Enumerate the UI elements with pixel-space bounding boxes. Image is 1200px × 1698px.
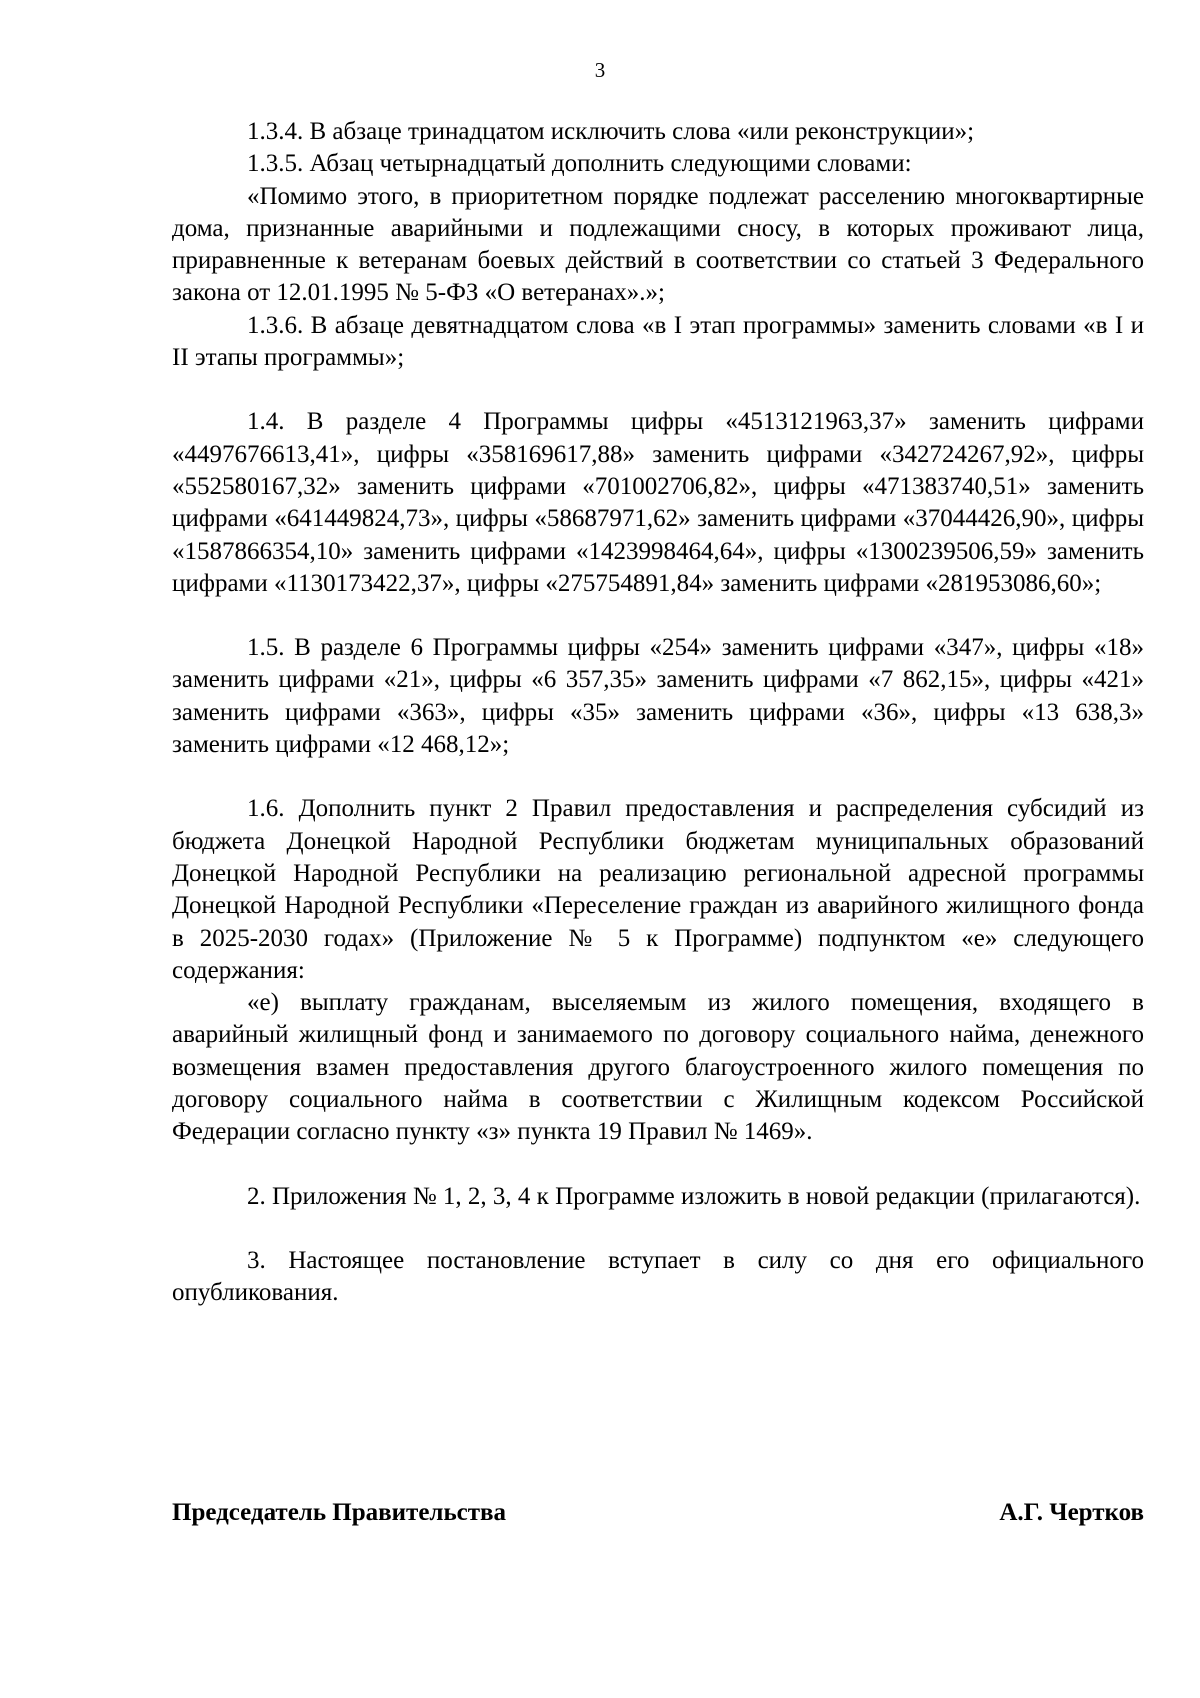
paragraph-1-3-5: 1.3.5. Абзац четырнадцатый дополнить следующими словами: bbox=[247, 150, 912, 178]
paragraph-1-4: 1.4. В разделе 4 Программы цифры «4513121963,37» заменить цифрами «4497676613,41», цифры «358169617,88» заменить цифрами «342724267,92», цифры «552580167,32» заменить цифрами «701002706,82», цифры «471383740,51» заменить цифрами «641449824,73», цифры «58687971,62» заменить цифрами «37044426,90», цифры «1587866354,10» заменить цифрами «1423998464,64», цифры «1300239506,59» заменить цифрами «1130173422,37», цифры «275754891,84» заменить цифрами «281953086,60»; bbox=[172, 408, 1144, 597]
paragraph-1-5: 1.5. В разделе 6 Программы цифры «254» заменить цифрами «347», цифры «18» заменить цифрами «21», цифры «6 357,35» заменить цифрами «7 862,15», цифры «421» заменить цифрами «363», цифры «35» заменить цифрами «36», цифры «13 638,3» заменить цифрами «12 468,12»; bbox=[172, 634, 1144, 759]
signatory-title: Председатель Правительства bbox=[172, 1499, 507, 1526]
paragraph-2: 2. Приложения № 1, 2, 3, 4 к Программе изложить в новой редакции (прилагаются). bbox=[247, 1182, 1141, 1210]
paragraph-1-6: 1.6. Дополнить пункт 2 Правил предоставления и распределения субсидий из бюджета Донецкой Народной Республики бюджетам муниципальных образований Донецкой Народной Республики на реализацию региональной адресной программы Донецкой Народной Республики «Переселение граждан из аварийного жилищного фонда в 2025-2030 годах» (Приложение № 5 к Программе) подпунктом «е» следующего содержания: bbox=[172, 795, 1144, 984]
paragraph-1-3-6: 1.3.6. В абзаце девятнадцатом слова «в I этап программы» заменить словами «в I и II этапы программы»; bbox=[172, 311, 1144, 372]
paragraph-1-6-quote: «е) выплату гражданам, выселяемым из жилого помещения, входящего в аварийный жилищный фонд и занимаемого по договору социального найма, денежного возмещения взамен предоставления другого благоустроенного жилого помещения по договору социального найма в соответствии с Жилищным кодексом Российской Федерации согласно пункту «з» пункта 19 Правил № 1469». bbox=[172, 989, 1144, 1146]
document-body bbox=[172, 116, 1144, 1310]
signature-block bbox=[172, 1497, 1144, 1529]
page-number: 3 bbox=[594, 58, 606, 82]
paragraph-3: 3. Настоящее постановление вступает в силу со дня его официального опубликования. bbox=[172, 1246, 1144, 1307]
signatory-name: А.Г. Чертков bbox=[999, 1499, 1144, 1526]
paragraph-1-3-5-quote: «Помимо этого, в приоритетном порядке подлежат расселению многоквартирные дома, признанные аварийными и подлежащими сносу, в которых проживают лица, приравненные к ветеранам боевых действий в соответствии со статьей 3 Федерального закона от 12.01.1995 № 5-ФЗ «О ветеранах».»; bbox=[172, 182, 1144, 307]
paragraph-1-3-4: 1.3.4. В абзаце тринадцатом исключить слова «или реконструкции»; bbox=[247, 118, 975, 145]
